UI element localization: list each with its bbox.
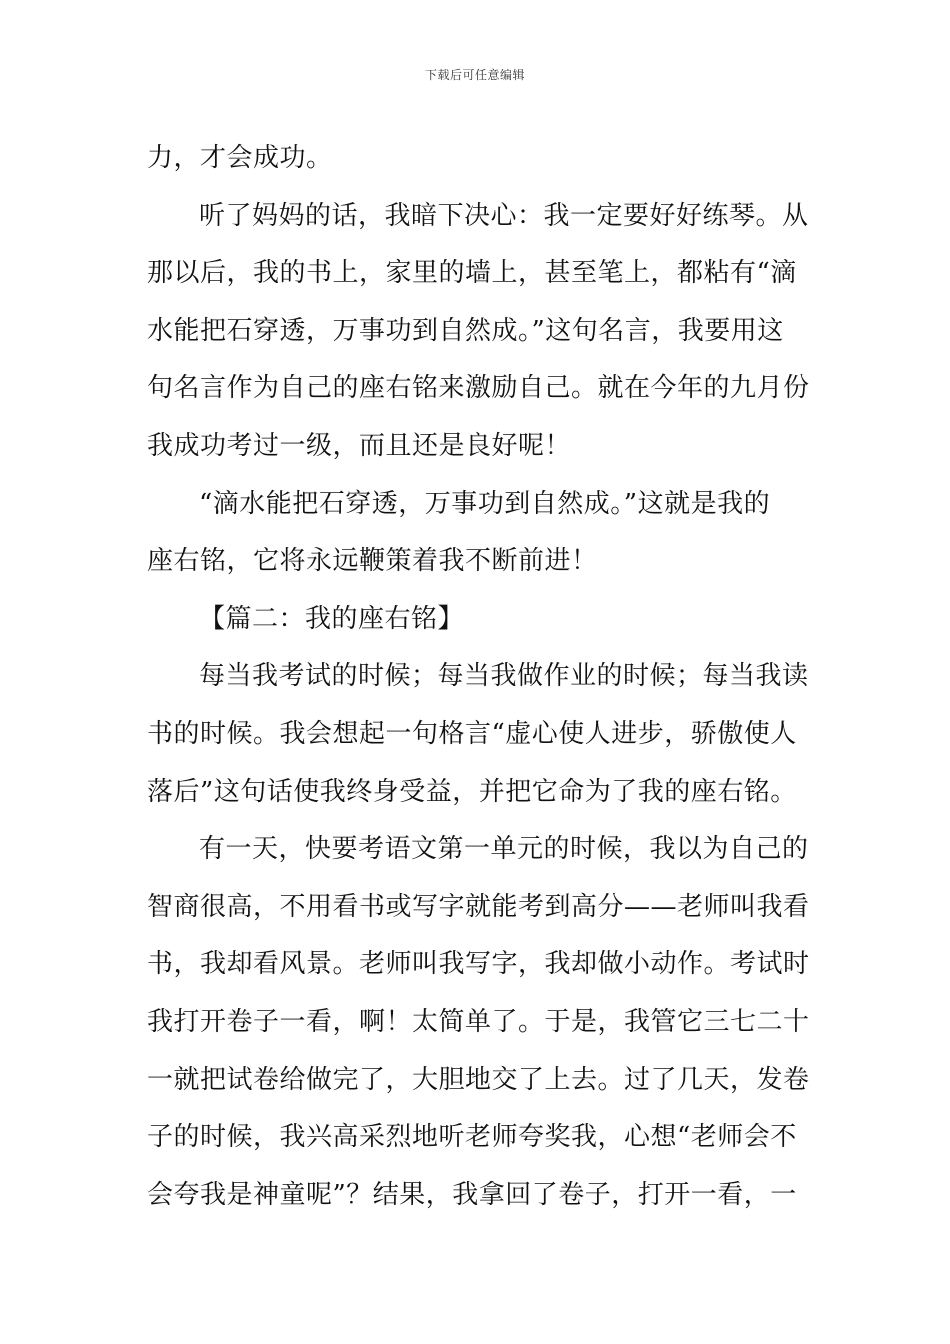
text-line: 有一天，快要考语文第一单元的时候，我以为自己的 xyxy=(199,834,809,865)
text-line: 落后”这句话使我终身受益，并把它命为了我的座右铭。 xyxy=(147,776,797,807)
text-line: 【篇二：我的座右铭】 xyxy=(199,603,465,634)
text-line: 一就把试卷给做完了，大胆地交了上去。过了几天，发卷 xyxy=(147,1064,810,1095)
text-line: 句名言作为自己的座右铭来激励自己。就在今年的九月份 xyxy=(147,373,810,404)
text-line: 水能把石穿透，万事功到自然成。”这句名言，我要用这 xyxy=(147,315,784,346)
text-line: 那以后，我的书上，家里的墙上，甚至笔上，都粘有“滴 xyxy=(147,258,797,289)
text-line: 书，我却看风景。老师叫我写字，我却做小动作。考试时 xyxy=(147,949,810,980)
text-line: 会夸我是神童呢”？结果，我拿回了卷子，打开一看，一 xyxy=(147,1179,797,1210)
text-line: 力，才会成功。 xyxy=(147,143,333,173)
text-line: 智商很高，不用看书或写字就能考到高分——老师叫我看 xyxy=(147,891,810,922)
text-line: “滴水能把石穿透，万事功到自然成。”这就是我的 xyxy=(199,488,771,519)
header-note: 下载后可任意编辑 xyxy=(424,68,525,82)
text-line: 听了妈妈的话，我暗下决心：我一定要好好练琴。从 xyxy=(199,200,809,231)
text-line: 座右铭，它将永远鞭策着我不断前进！ xyxy=(147,546,598,577)
text-line: 书的时候。我会想起一句格言“虚心使人进步，骄傲使人 xyxy=(147,718,797,749)
body-text xyxy=(147,130,810,1224)
text-line: 我打开卷子一看，啊！太简单了。于是，我管它三七二十 xyxy=(147,1006,810,1037)
text-line: 每当我考试的时候；每当我做作业的时候；每当我读 xyxy=(199,661,809,692)
text-line: 子的时候，我兴高采烈地听老师夸奖我，心想“老师会不 xyxy=(147,1122,797,1153)
text-line: 我成功考过一级，而且还是良好呢！ xyxy=(147,430,572,461)
